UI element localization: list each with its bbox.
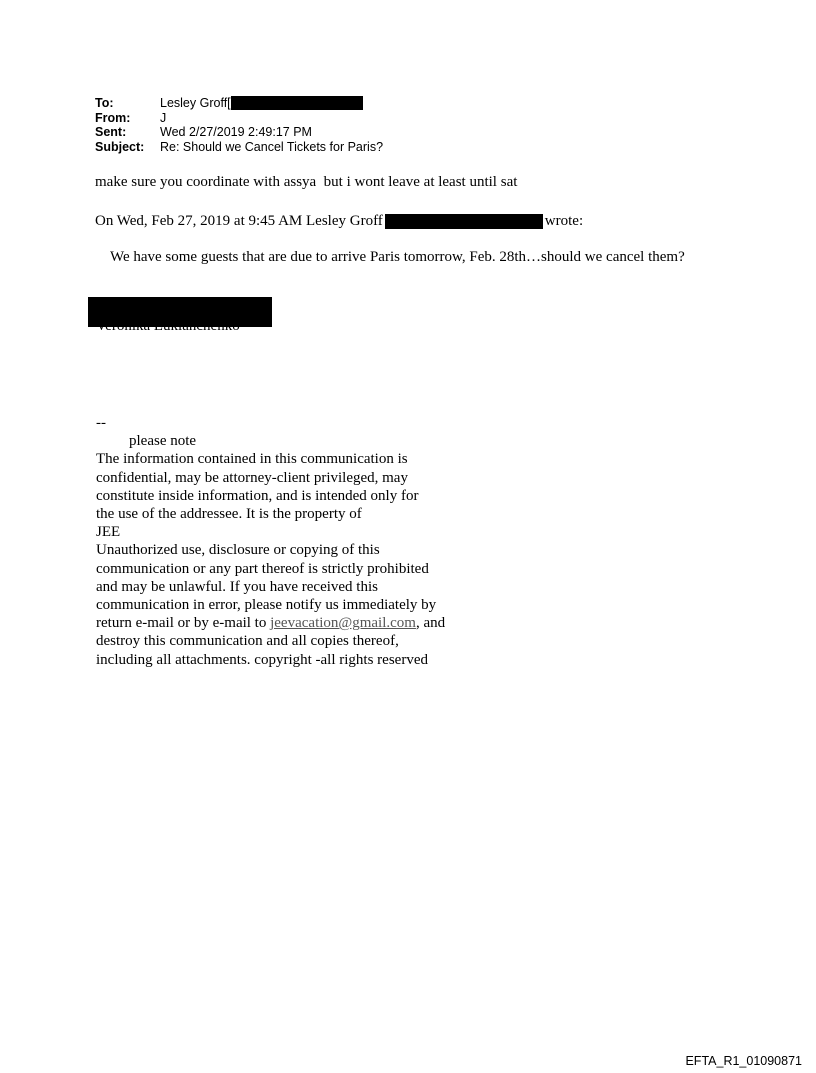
disclaimer-line: The information contained in this communication is: [96, 451, 408, 468]
sent-row: [95, 125, 383, 140]
redaction-box: [385, 214, 543, 229]
quote-intro-text: On Wed, Feb 27, 2019 at 9:45 AM Lesley Groff: [95, 213, 383, 229]
disclaimer-line: communication in error, please notify us immediately by: [96, 597, 437, 614]
subject-row: [95, 140, 383, 155]
redaction-box: [231, 96, 363, 110]
to-row: [95, 96, 383, 111]
disclaimer-line: Unauthorized use, disclosure or copying of this: [96, 542, 380, 559]
from-value: J: [160, 110, 167, 125]
disclaimer-line: constitute inside information, and is intended only for: [96, 487, 419, 504]
disclaimer: [96, 414, 445, 669]
quote-intro: [95, 213, 583, 230]
from-row: [95, 111, 383, 126]
to-label: To:: [95, 96, 114, 110]
from-label: From:: [95, 110, 131, 125]
to-value: Lesley Groff[: [160, 96, 231, 110]
sent-value: Wed 2/27/2019 2:49:17 PM: [160, 125, 312, 139]
disclaimer-line: and may be unlawful. If you have received this: [96, 578, 378, 595]
disclaimer-line: destroy this communication and all copies thereof,: [96, 633, 399, 650]
disclaimer-line: confidential, may be attorney-client privileged, may: [96, 469, 408, 486]
quote-intro-wrote: wrote:: [544, 213, 584, 229]
email-header: [95, 96, 383, 154]
disclaimer-text: , and: [415, 615, 446, 632]
reply-text: make sure you coordinate with assya but i wont leave at least until sat: [95, 174, 518, 190]
disclaimer-line: please note: [129, 433, 197, 450]
email-link[interactable]: jeevacation@gmail.com: [270, 615, 416, 632]
disclaimer-line-email: [96, 614, 445, 632]
quoted-message: We have some guests that are due to arrive Paris tomorrow, Feb. 28th…should we cancel them?: [110, 249, 685, 265]
disclaimer-line: JEE: [96, 524, 121, 541]
disclaimer-separator: --: [96, 415, 106, 431]
sent-label: Sent:: [95, 125, 127, 139]
disclaimer-text: return e-mail or by e-mail to: [96, 615, 271, 632]
signature-redaction-box: [88, 297, 272, 327]
disclaimer-line: the use of the addressee. It is the property of: [96, 506, 362, 523]
subject-value: Re: Should we Cancel Tickets for Paris?: [160, 139, 384, 154]
subject-label: Subject:: [95, 139, 145, 154]
disclaimer-line: communication or any part thereof is strictly prohibited: [96, 560, 429, 577]
disclaimer-line: including all attachments. copyright -all rights reserved: [96, 651, 428, 668]
document-id: EFTA_R1_01090871: [685, 1054, 802, 1068]
